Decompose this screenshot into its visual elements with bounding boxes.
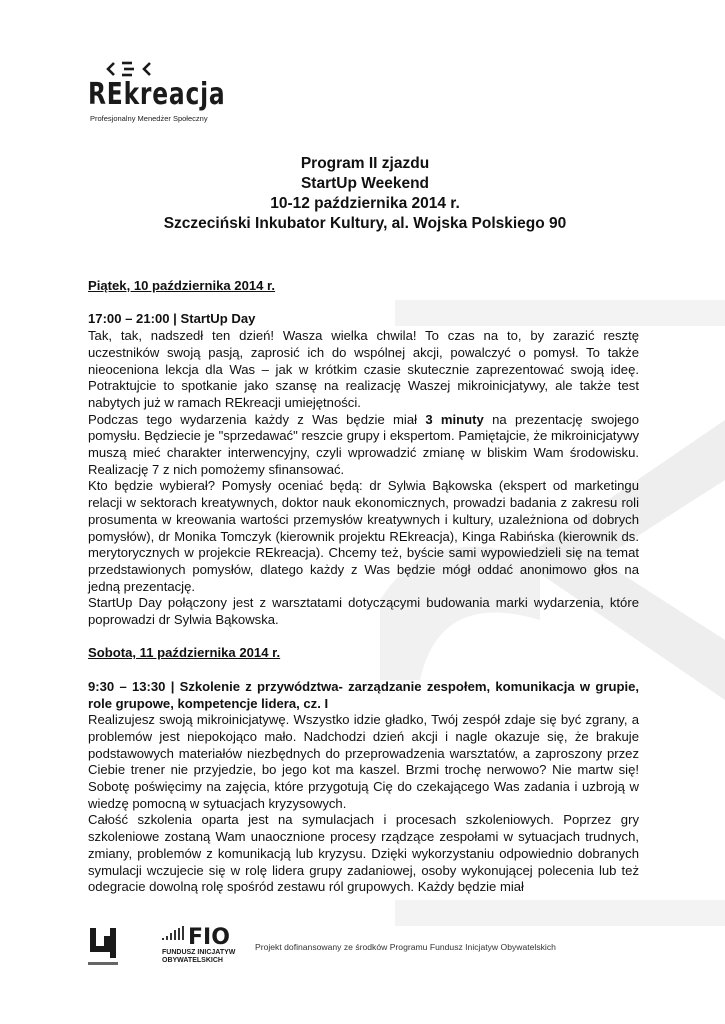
friday-paragraph-4: StartUp Day połączony jest z warsztatami dotyczącymi budowania marki wydarzenia, które poprowadzi dr Sylwia Bąkowska. bbox=[88, 595, 639, 628]
fio-text-line-1: FUNDUSZ INICJATYW bbox=[162, 949, 236, 956]
saturday-heading: Sobota, 11 października 2014 r. bbox=[88, 645, 281, 661]
friday-heading: Piątek, 10 października 2014 r. bbox=[88, 278, 276, 293]
media-dizajn-logo-icon bbox=[88, 924, 118, 970]
friday-p2-after: na prezentację swojego pomysłu. Będziecie je "sprzedawać" reszcie grupy i ekspertom. Pamiętajcie, że mikroinicjatywy muszą mieć charakter interwencyjny, czyli wprowadzić zmianę w bliskim Wam środowisku. Realizację 7 z nich pomożemy sfinansować. bbox=[88, 411, 639, 477]
document-title bbox=[80, 154, 650, 234]
friday-session-title: 17:00 – 21:00 | StartUp Day bbox=[88, 311, 256, 327]
title-line-4: Szczeciński Inkubator Kultury, al. Wojska Polskiego 90 bbox=[163, 215, 567, 232]
fio-logo bbox=[132, 924, 262, 972]
rekreacja-logo bbox=[88, 60, 226, 126]
saturday-paragraph-2: Całość szkolenia oparta jest na symulacjach i procesach szkoleniowych. Poprzez gry szkoleniowe zostaną Wam unaocznione procesy rządzące zespołami w sytuacjach trudnych, zmiany, problemów z komunikacją lub kryzysu. Dzięki wykorzystaniu odpowiednio dobranych symulacji wczujecie się w rolę lidera grupy zadaniowej, osoby wykonującej polecenia lub też odegracie dowolną rolę spośród zestawu ról grupowych. Każdy będzie miał bbox=[88, 812, 639, 895]
footer bbox=[88, 924, 648, 974]
logo-tagline: Profesjonalny Menedżer Społeczny bbox=[90, 114, 208, 123]
friday-paragraph-2 bbox=[88, 412, 639, 479]
fio-logo-text: FIO bbox=[188, 925, 230, 950]
saturday-session-title: 9:30 – 13:30 | Szkolenie z przywództwa- zarządzanie zespołem, komunikacja w grupie, role grupowe, kompetencje lidera, cz. I bbox=[88, 678, 639, 711]
saturday-paragraph-1: Realizujesz swoją mikroinicjatywę. Wszystko idzie gładko, Twój zespół zdaje się być zgrany, a problemów jest niepokojąco mało. Nadchodzi dzień akcji i nagle okazuje się, że brakuje podstawowych materiałów niezbędnych do przeprowadzenia warsztatów, a zaproszony przez Ciebie trener nie przyjedzie, bo jego kot ma kaszel. Brzmi trochę nerwowo? Nie martw się! Sobotę poświęcimy na zajęcia, które przygotują Cię do czekającego Was zadania i uzbroją w wiedzę pomocną w sytuacjach kryzysowych. bbox=[88, 712, 639, 811]
friday-paragraph-3: Kto będzie wybierał? Pomysły oceniać będą: dr Sylwia Bąkowska (ekspert od marketingu relacji w sektorach kreatywnych, doktor nauk ekonomicznych, prowadzi badania z zakresu roli prosumenta w kreowania wartości przemysłów kreatywnych i kultury, uzależniona od dobrych pomysłów), dr Monika Tomczyk (kierownik projektu REkreacja), Kinga Rabińska (kierownik ds. merytorycznych w projekcie REkreacja). Chcemy też, byście sami wypowiedzieli się na temat przedstawionych pomysłów, dlatego każdy z Was będzie mógł oddać anonimowo głos na jedną prezentację. bbox=[88, 478, 639, 594]
title-line-3: 10-12 października 2014 r. bbox=[270, 195, 460, 212]
friday-p2-bold: 3 minuty bbox=[425, 411, 484, 427]
logo-wordmark: REkreacja bbox=[88, 77, 226, 112]
friday-paragraph-1: Tak, tak, nadszedł ten dzień! Wasza wielka chwila! To czas na to, by zarazić resztę uczestników swoją pasją, zaprosić ich do wspólnej akcji, powalczyć o pomysł. To także nieoceniona lekcja dla Was – jak w krótkim czasie skutecznie zaprezentować swoją ideę. Potraktujcie to spotkanie jako szansę na realizację Waszej mikroinicjatywy, ale także test nabytych już w ramach REkreacji umiejętności. bbox=[88, 328, 639, 410]
footer-funding-note: Projekt dofinansowany ze środków Programu Fundusz Inicjatyw Obywatelskich bbox=[255, 942, 556, 952]
title-line-2: StartUp Weekend bbox=[300, 175, 430, 192]
friday-p2-before: Podczas tego wydarzenia każdy z Was będzie miał bbox=[88, 411, 426, 427]
fio-text-line-2: OBYWATELSKICH bbox=[162, 957, 223, 964]
title-line-1: Program II zjazdu bbox=[300, 155, 430, 172]
document-body bbox=[88, 278, 639, 896]
